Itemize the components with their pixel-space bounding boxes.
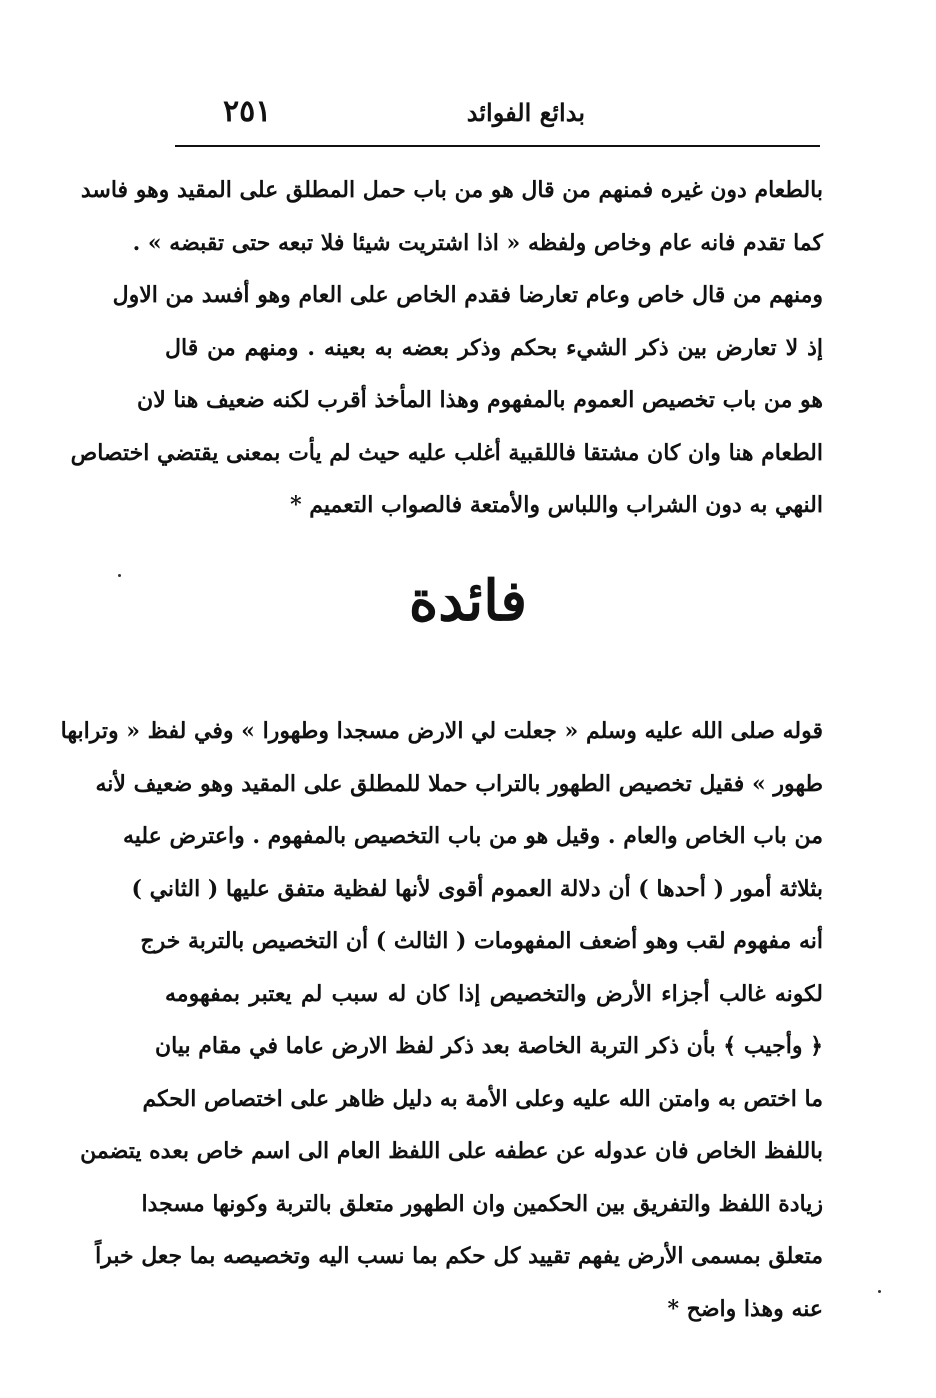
page-number: ٢٥١ <box>223 94 272 129</box>
text-line: الطعام هنا وان كان مشتقا فاللقبية أغلب عليه حيث لم يأت بمعنى يقتضي اختصاص <box>70 439 823 466</box>
text-line: النهي به دون الشراب واللباس والأمتعة فالصواب التعميم * <box>290 492 823 518</box>
text-line: قوله صلى الله عليه وسلم « جعلت لي الارض مسجدا وطهورا » وفي لفظ « وترابها <box>60 718 823 744</box>
text-line: لكونه غالب أجزاء الأرض والتخصيص إذا كان له سبب لم يعتبر بمفهومه <box>165 980 823 1007</box>
running-title: بدائع الفوائد <box>466 98 585 127</box>
section-heading: فائدة <box>408 568 528 634</box>
text-line: طهور » فقيل تخصيص الطهور بالتراب حملا للمطلق على المقيد وهو ضعيف لأنه <box>95 770 823 797</box>
text-line: هو من باب تخصيص العموم بالمفهوم وهذا المأخذ أقرب لكنه ضعيف هنا لان <box>137 387 823 413</box>
scan-speck <box>878 1290 881 1293</box>
header-rule <box>175 145 820 147</box>
page-header <box>175 92 820 142</box>
text-line: بالطعام دون غيره فمنهم من قال هو من باب حمل المطلق على المقيد وهو فاسد <box>80 177 823 203</box>
text-line: ﴿ وأجيب ﴾ بأن ذكر التربة الخاصة بعد ذكر لفظ الارض عاما في مقام بيان <box>154 1033 823 1059</box>
text-line: بثلاثة أمور ( أحدها ) أن دلالة العموم أقوى لأنها لفظية متفق عليها ( الثاني ) <box>131 875 823 902</box>
text-line: عنه وهذا واضح * <box>667 1295 823 1322</box>
text-line: من باب الخاص والعام . وقيل هو من باب التخصيص بالمفهوم . واعترض عليه <box>122 823 823 849</box>
scan-speck <box>118 574 121 577</box>
text-line: متعلق بمسمى الأرض يفهم تقييد كل حكم بما نسب اليه وتخصيصه بما جعل خبراً <box>95 1243 823 1269</box>
paragraph-faida <box>60 705 823 1335</box>
text-line: إذ لا تعارض بين ذكر الشيء بحكم وذكر بعضه به بعينه . ومنهم من قال <box>165 334 823 361</box>
text-line: باللفظ الخاص فان عدوله عن عطفه على اللفظ العام الى اسم خاص بعده يتضمن <box>80 1138 823 1164</box>
text-line: ومنهم من قال خاص وعام تعارضا فقدم الخاص على العام وهو أفسد من الاول <box>112 282 823 308</box>
paragraph-continuation <box>70 164 823 532</box>
text-line: كما تقدم فانه عام وخاص ولفظه « اذا اشتريت شيئا فلا تبعه حتى تقبضه » . <box>132 229 823 256</box>
text-line: زيادة اللفظ والتفريق بين الحكمين وان الطهور متعلق بالتربة وكونها مسجدا <box>141 1190 823 1217</box>
text-line: أنه مفهوم لقب وهو أضعف المفهومات ( الثالث ) أن التخصيص بالتربة خرج <box>140 928 823 954</box>
text-line: ما اختص به وامتن الله عليه وعلى الأمة به دليل ظاهر على اختصاص الحكم <box>142 1085 823 1112</box>
